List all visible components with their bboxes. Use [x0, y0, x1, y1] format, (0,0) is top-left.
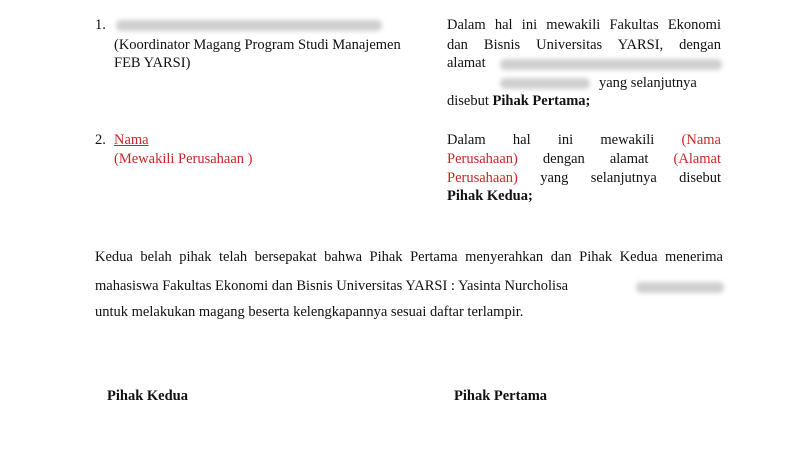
party2-l1-red: (Nama	[681, 132, 721, 148]
party2-l2-red1: Perusahaan)	[447, 151, 518, 167]
party1-desc-line2: dan Bisnis Universitas YARSI, dengan	[447, 37, 721, 53]
party1-desc-line5	[447, 92, 590, 110]
party1-redacted-address-1	[500, 59, 722, 70]
party2-role: (Mewakili Perusahaan )	[114, 151, 253, 167]
party2-number: 2.	[95, 132, 106, 148]
party1-redacted-name	[116, 20, 382, 31]
party2-l2-red2: (Alamat	[673, 151, 722, 167]
party1-disebut: disebut	[447, 93, 489, 109]
signature-pihak-pertama: Pihak Pertama	[454, 388, 548, 404]
party2-l1-pre: Dalam hal ini mewakili	[447, 132, 655, 148]
address-label: alamat	[447, 55, 486, 71]
signature-pihak-kedua: Pihak Kedua	[107, 388, 188, 404]
agreement-line1: Kedua belah pihak telah bersepakat bahwa Pihak Pertama menyerahkan dan Pihak Kedua menerima	[95, 249, 723, 265]
party2-desc-line2	[447, 150, 721, 168]
party2-name: Nama	[114, 132, 149, 148]
party1-pihak-pertama: Pihak Pertama;	[492, 93, 591, 109]
party2-desc-line3	[447, 169, 721, 187]
agreement-redacted-nim	[636, 282, 724, 293]
party1-redacted-address-2	[500, 78, 590, 89]
agreement-line2-text: mahasiswa Fakultas Ekonomi dan Bisnis Universitas YARSI : Yasinta Nurcholisa	[95, 278, 569, 294]
party1-desc-line3	[447, 54, 486, 72]
agreement-line2	[95, 277, 723, 295]
party1-desc-line1: Dalam hal ini mewakili Fakultas Ekonomi	[447, 17, 721, 33]
party2-l3-tail: yang selanjutnya disebut	[540, 170, 721, 186]
party2-desc-line1	[447, 131, 721, 149]
party1-desc-line4: yang selanjutnya	[599, 75, 697, 91]
agreement-line3: untuk melakukan magang beserta kelengkapannya sesuai daftar terlampir.	[95, 304, 524, 320]
party2-pihak-kedua: Pihak Kedua;	[447, 188, 533, 204]
party1-role-line2: FEB YARSI)	[114, 55, 191, 71]
party1-role-line1: (Koordinator Magang Program Studi Manajemen	[114, 37, 401, 53]
party1-number: 1.	[95, 17, 106, 33]
party2-l3-red: Perusahaan)	[447, 170, 518, 186]
party2-l2-mid: dengan alamat	[542, 151, 649, 167]
